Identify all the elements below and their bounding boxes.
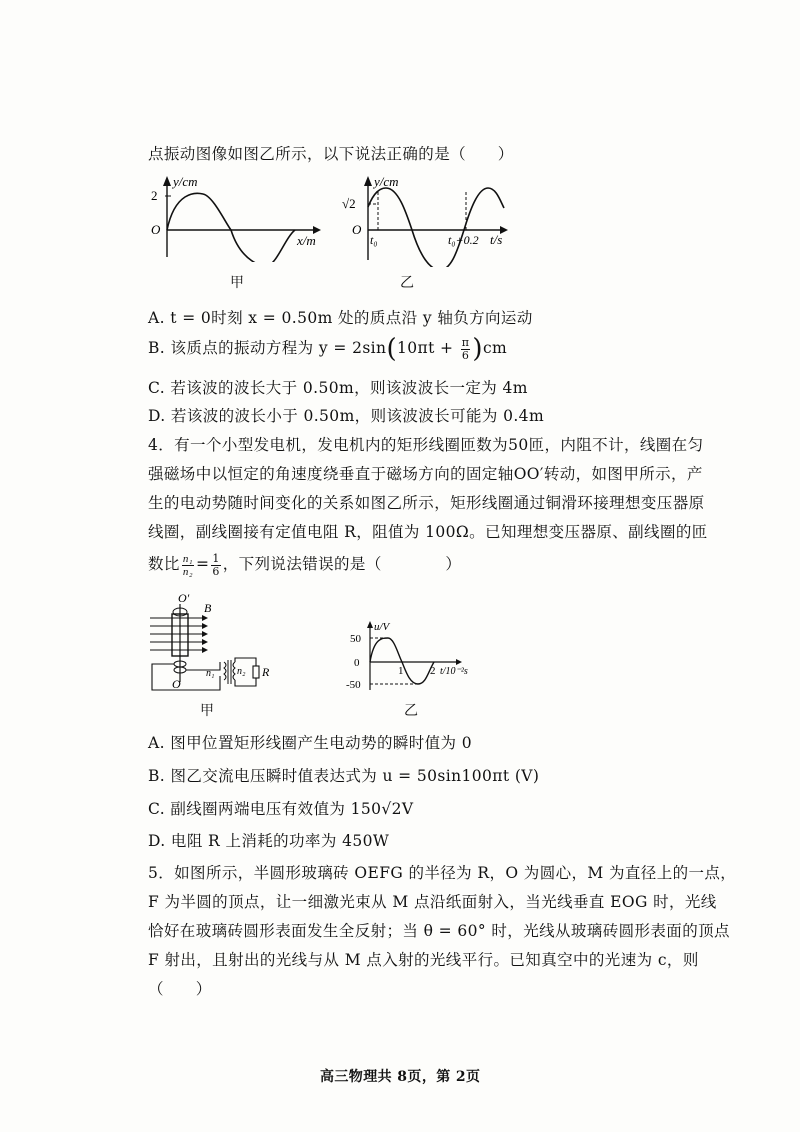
q4-caption-jia: 甲 <box>200 703 214 719</box>
q3-yi-y-label: y/cm <box>374 174 399 189</box>
q5-line-4: F 射出，且射出的光线与从 M 点入射的光线平行。已知真空中的光速为 c，则 <box>148 951 699 969</box>
q4-caption-yi: 乙 <box>404 703 418 719</box>
q3-option-b-suffix: cm <box>482 339 508 357</box>
q4-yi-tick1: 1 <box>398 665 404 677</box>
q4-yi-y-label: u/V <box>374 621 390 633</box>
q4-yi-ymax: 50 <box>350 633 361 645</box>
q4-ratio-fraction: $\frac{\text{n₁}}{\text{n₂}}$ <box>182 552 193 578</box>
q4-ratio-value: $\frac{1}{6}$ <box>212 551 220 578</box>
q5-line-3: 恰好在玻璃砖圆形表面发生全反射；当 θ = 60° 时，光线从玻璃砖圆形表面的顶点 <box>148 922 730 940</box>
q3-yi-x-label: t/s <box>490 232 503 247</box>
q3-figure-jia <box>145 172 330 262</box>
q4-axis-bottom-label: O <box>172 677 181 691</box>
q5-line-2: F 为半圆的顶点，让一细激光束从 M 点沿纸面射入，当光线垂直 EOG 时，光线 <box>148 893 717 911</box>
q3-option-b-fraction: $\frac{\pi}{6}$ <box>461 335 470 362</box>
q4-yi-x-label: t/10⁻²s <box>440 666 468 677</box>
q3-jia-origin: O <box>151 222 161 237</box>
page-footer: 高三物理共 8页，第 2页 <box>320 1069 481 1085</box>
q3-intro: 点振动图像如图乙所示，以下说法正确的是（ ） <box>148 145 514 163</box>
q4-line-2: 强磁场中以恒定的角速度绕垂直于磁场方向的固定轴OO′转动，如图甲所示，产 <box>148 465 703 483</box>
q3-caption-yi: 乙 <box>400 275 414 291</box>
q4-b-label: B <box>204 601 212 615</box>
q4-yi-ymin: -50 <box>346 679 361 691</box>
q4-yi-origin: 0 <box>354 657 360 669</box>
q4-n1-label: n₁ <box>206 668 215 679</box>
q3-option-b-inner: 10πt + <box>396 339 459 357</box>
q4-yi-tick2: 2 <box>430 665 436 677</box>
q5-line-5: （ ） <box>148 980 212 998</box>
q3-yi-t0: t₀ <box>370 233 378 247</box>
q4-option-c: C. 副线圈两端电压有效值为 150√2V <box>148 800 414 818</box>
q4-option-b: B. 图乙交流电压瞬时值表达式为 u = 50sin100πt (V) <box>148 767 540 785</box>
q4-option-d: D. 电阻 R 上消耗的功率为 450W <box>148 832 390 850</box>
q3-figure-yi <box>340 172 520 267</box>
q3-yi-amplitude: √2 <box>342 196 356 211</box>
q4-figure-jia <box>148 592 278 702</box>
q5-line-1: 5．如图所示，半圆形玻璃砖 OEFG 的半径为 R，O 为圆心，M 为直径上的一点， <box>148 864 737 882</box>
q3-jia-amplitude: 2 <box>151 188 158 203</box>
q4-axis-top-label: O′ <box>178 592 190 605</box>
q4-figure-yi <box>340 618 480 696</box>
q4-line-5: 数比 $\frac{\text{n₁}}{\text{n₂}}$ = $\frac{1}{6}$ ，下列说法错误的是（ ） <box>148 551 462 578</box>
q4-r-label: R <box>262 665 270 679</box>
q4-option-a: A. 图甲位置矩形线圈产生电动势的瞬时值为 0 <box>148 734 473 752</box>
q3-jia-y-label: y/cm <box>173 174 198 189</box>
q4-line-3: 生的电动势随时间变化的关系如图乙所示，矩形线圈通过铜滑环接理想变压器原 <box>148 494 705 512</box>
q3-jia-x-label: x/m <box>297 233 316 248</box>
q3-option-b-prefix: B. 该质点的振动方程为 y = 2sin <box>148 339 387 357</box>
q4-line-4: 线圈，副线圈接有定值电阻 R，阻值为 100Ω。已知理想变压器原、副线圈的匝 <box>148 523 708 541</box>
q3-yi-origin: O <box>352 222 362 237</box>
q3-option-b: B. 该质点的振动方程为 y = 2sin(10πt + $\frac{\pi}{6}$ )cm <box>148 334 508 364</box>
q3-caption-jia: 甲 <box>230 275 244 291</box>
q4-n2-label: n₂ <box>237 666 246 677</box>
q3-option-d: D. 若该波的波长小于 0.50m，则该波波长可能为 0.4m <box>148 407 545 425</box>
q3-option-c: C. 若该波的波长大于 0.50m，则该波波长一定为 4m <box>148 379 528 397</box>
q4-line-1: 4．有一个小型发电机，发电机内的矩形线圈匝数为50匝，内阻不计，线圈在匀 <box>148 436 704 454</box>
q3-option-a: A. t = 0时刻 x = 0.50m 处的质点沿 y 轴负方向运动 <box>148 309 533 327</box>
q3-yi-t1: t₀+0.2 <box>448 233 479 247</box>
